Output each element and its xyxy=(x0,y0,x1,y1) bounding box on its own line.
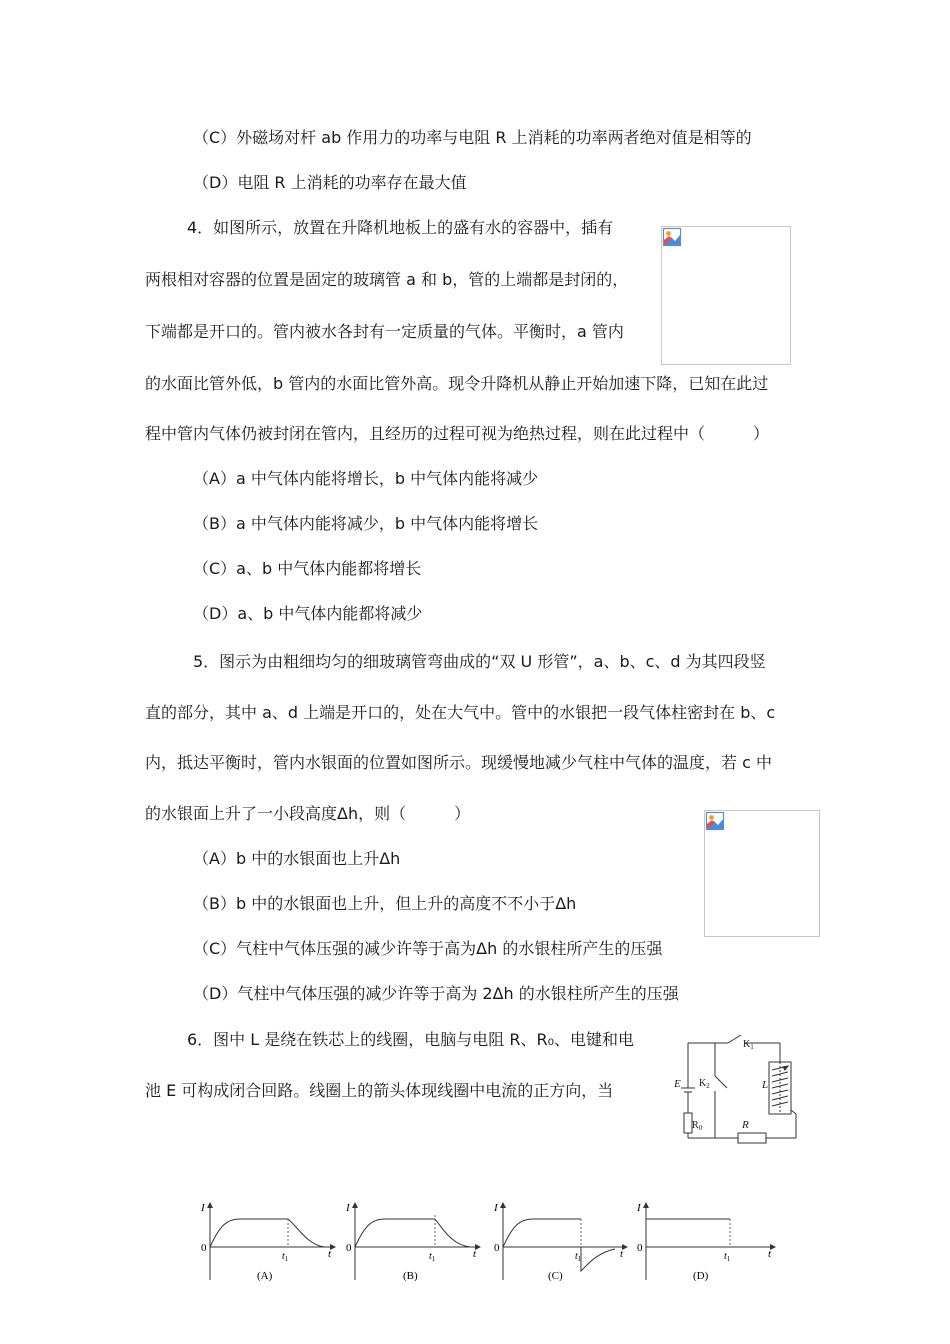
graph-c-origin: 0 xyxy=(494,1242,500,1254)
graph-c-t1: $t_1$ xyxy=(575,1251,582,1263)
graph-b-origin: 0 xyxy=(346,1242,352,1254)
q4-option-c: （C）a、b 中气体内能都将增长 xyxy=(193,559,422,578)
graph-d-caption: (D) xyxy=(693,1270,709,1282)
graph-b-y-label: I xyxy=(346,1202,350,1214)
graph-b-t1: $t_1$ xyxy=(429,1251,436,1263)
q6-line-1: 6．图中 L 是绕在铁芯上的线圈，电脑与电阻 R、R₀、电键和电 xyxy=(187,1030,635,1049)
graph-a-caption: (A) xyxy=(257,1270,273,1282)
q4-line-5: 程中管内气体仍被封闭在管内，且经历的过程可视为绝热过程，则在此过程中（ ） xyxy=(145,424,770,443)
q4-line-3: 下端都是开口的。管内被水各封有一定质量的气体。平衡时，a 管内 xyxy=(145,322,624,341)
battery-label: E xyxy=(674,1078,681,1090)
q3-option-c: （C）外磁场对杆 ab 作用力的功率与电阻 R 上消耗的功率两者绝对值是相等的 xyxy=(193,128,752,147)
graph-d-x-label: t xyxy=(768,1248,772,1260)
q6-line-2: 池 E 可构成闭合回路。线圈上的箭头体现线圈中电流的正方向，当 xyxy=(145,1081,614,1100)
q5-line-1: 5．图示为由粗细均匀的细玻璃管弯曲成的“双 U 形管”，a、b、c、d 为其四段竖 xyxy=(193,652,766,671)
q4-line-2: 两根相对容器的位置是固定的玻璃管 a 和 b，管的上端都是封闭的， xyxy=(145,270,629,289)
k1-label: $K_1$ xyxy=(743,1039,754,1051)
r0-label: $R_0$ xyxy=(692,1120,703,1132)
graph-d-y-label: I xyxy=(637,1202,641,1214)
q4-option-a: （A）a 中气体内能将增长，b 中气体内能将减少 xyxy=(193,469,539,488)
q5-line-2: 直的部分，其中 a、d 上端是开口的，处在大气中。管中的水银把一段气体柱密封在 b、c xyxy=(145,703,776,722)
graph-a-y-label: I xyxy=(201,1202,205,1214)
q4-option-d: （D）a、b 中气体内能都将减少 xyxy=(193,604,423,623)
graph-d xyxy=(636,1202,775,1282)
q5-option-b: （B）b 中的水银面也上升，但上升的高度不不小于Δh xyxy=(193,894,577,913)
graph-b xyxy=(345,1202,480,1282)
graph-c-y-label: I xyxy=(494,1202,498,1214)
broken-image-icon xyxy=(705,811,725,831)
circuit-diagram xyxy=(668,1030,808,1150)
q4-figure-placeholder xyxy=(661,226,791,365)
graph-c xyxy=(493,1202,627,1282)
graph-d-t1: $t_1$ xyxy=(724,1251,731,1263)
graph-c-caption: (C) xyxy=(548,1270,563,1282)
q3-option-d: （D）电阻 R 上消耗的功率存在最大值 xyxy=(193,173,467,192)
graph-a xyxy=(200,1202,335,1282)
graph-a-x-label: t xyxy=(328,1248,332,1260)
q5-option-c: （C）气柱中气体压强的减少许等于高为Δh 的水银柱所产生的压强 xyxy=(193,939,663,958)
q4-line-4: 的水面比管外低，b 管内的水面比管外高。现令升降机从静止开始加速下降，已知在此过 xyxy=(145,374,769,393)
k2-label: $K_2$ xyxy=(699,1078,710,1090)
q5-option-a: （A）b 中的水银面也上升Δh xyxy=(193,849,401,868)
graph-d-origin: 0 xyxy=(637,1242,643,1254)
answer-graphs xyxy=(195,1195,790,1290)
q4-line-1: 4．如图所示，放置在升降机地板上的盛有水的容器中，插有 xyxy=(187,218,614,237)
graph-c-x-label: t xyxy=(620,1248,624,1260)
graph-a-origin: 0 xyxy=(201,1242,207,1254)
q5-figure-placeholder xyxy=(704,810,820,937)
q5-line-3: 内，抵达平衡时，管内水银面的位置如图所示。现缓慢地减少气柱中气体的温度，若 c 中 xyxy=(145,753,772,772)
broken-image-icon xyxy=(662,227,682,247)
coil-label: L xyxy=(762,1079,769,1091)
graph-b-caption: (B) xyxy=(403,1270,418,1282)
q4-option-b: （B）a 中气体内能将减少，b 中气体内能将增长 xyxy=(193,514,539,533)
graph-b-x-label: t xyxy=(473,1248,477,1260)
q5-option-d: （D）气柱中气体压强的减少许等于高为 2Δh 的水银柱所产生的压强 xyxy=(193,984,679,1003)
resistor-label: R xyxy=(742,1119,749,1131)
graph-a-t1: $t_1$ xyxy=(282,1251,289,1263)
q5-line-4: 的水银面上升了一小段高度Δh，则（ ） xyxy=(145,804,471,823)
